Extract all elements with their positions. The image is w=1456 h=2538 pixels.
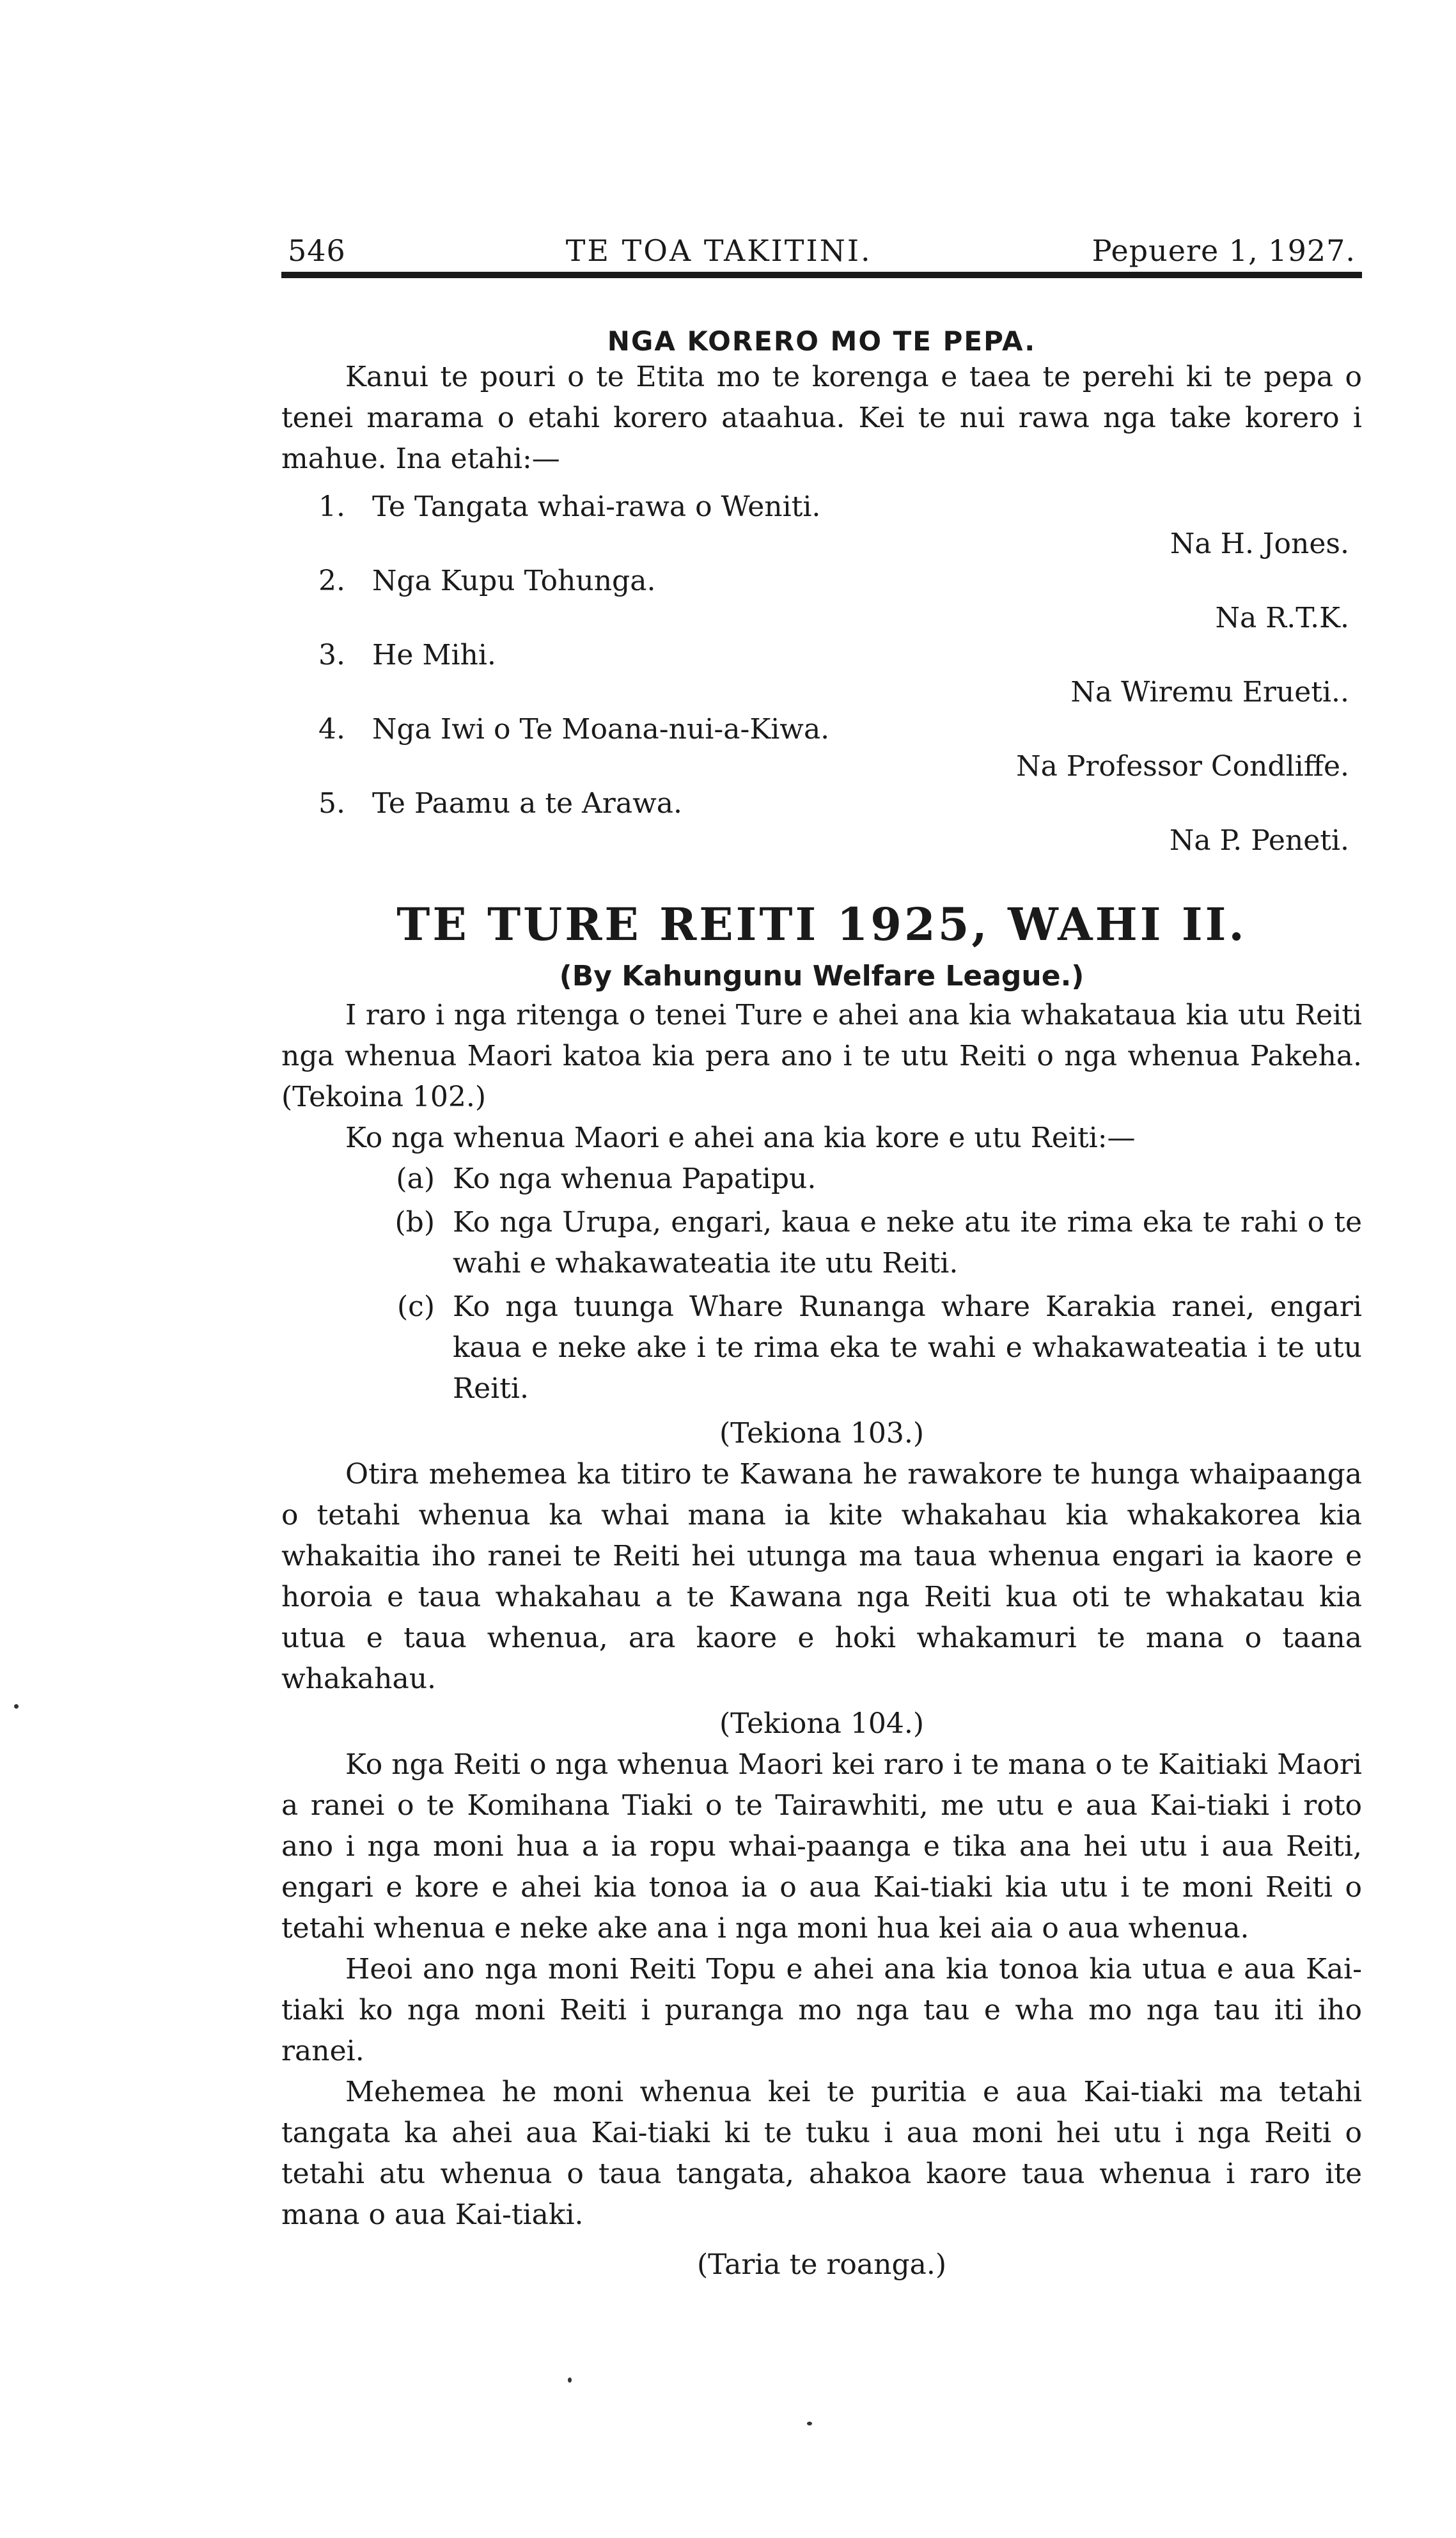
- paragraph: Ko nga Reiti o nga whenua Maori kei raro i te mana o te Kaitiaki Maori a ranei o te Komihana Tiaki o te Tairawhiti, me utu e aua Kai-tiaki i roto ano i nga moni hua a ia ropu whai-paanga e tika ana hei utu i aua Reiti, engari e kore e ahei kia tonoa ia o aua Kai-tiaki kia utu i te moni Reiti o tetahi whenua e neke ake ana i nga moni hua kei aia o aua whenua.: [281, 1748, 1362, 1945]
- clause-label: (b): [395, 1206, 435, 1239]
- item-number: 3.: [318, 639, 345, 671]
- item-number: 1.: [318, 490, 345, 523]
- running-header: [281, 233, 1362, 268]
- list-item: [281, 637, 1362, 711]
- paragraph: Ko nga whenua Maori e ahei ana kia kore e utu Reiti:—: [345, 1122, 1136, 1154]
- publication-title: TE TOA TAKITINI.: [565, 233, 872, 268]
- section-citation: (Tekiona 104.): [719, 1707, 925, 1740]
- clause-item: [281, 1287, 1362, 1409]
- clause-label: (c): [397, 1290, 435, 1323]
- section-citation: (Tekiona 103.): [719, 1417, 925, 1450]
- list-item: [281, 489, 1362, 563]
- paragraph: Heoi ano nga moni Reiti Topu e ahei ana kia tonoa kia utua e aua Kai-tiaki ko nga moni Reiti i puranga mo nga tau e wha mo nga tau iti iho ranei.: [281, 1953, 1362, 2067]
- item-title: Te Paamu a te Arawa.: [372, 787, 682, 820]
- item-author: Na R.T.K.: [1215, 602, 1349, 634]
- item-author: Na P. Peneti.: [1169, 824, 1349, 857]
- issue-date: Pepuere 1, 1927.: [1092, 233, 1356, 268]
- clause-text: Ko nga whenua Papatipu.: [453, 1163, 817, 1195]
- print-speck: [807, 2422, 812, 2425]
- section-heading-korero: NGA KORERO MO TE PEPA.: [607, 325, 1037, 357]
- header-rule: [281, 272, 1362, 278]
- list-item: [281, 711, 1362, 785]
- item-title: He Mihi.: [372, 639, 496, 671]
- clause-item: [281, 1202, 1362, 1284]
- page: [281, 233, 1362, 2281]
- clause-item: [281, 1159, 1362, 1200]
- contribution-list: [281, 489, 1362, 859]
- print-speck: [568, 2377, 572, 2383]
- list-item: [281, 785, 1362, 859]
- item-author: Na H. Jones.: [1170, 528, 1349, 560]
- exemption-clauses: [281, 1159, 1362, 1409]
- section-heading-ture-reiti: TE TURE REITI 1925, WAHI II.: [396, 898, 1247, 951]
- paragraph: Otira mehemea ka titiro te Kawana he rawakore te hunga whaipaanga o tetahi whenua ka whai mana ia kite whakahau kia whakakorea kia whakaitia iho ranei te Reiti hei utunga ma taua whenua engari ia kaore e horoia e taua whakahau a te Kawana nga Reiti kua oti te whakatau kia utua e taua whenua, ara kaore e hoki whakamuri te mana o taana whakahau.: [281, 1458, 1362, 1695]
- continued-note: (Taria te roanga.): [696, 2248, 946, 2281]
- section-subheading: (By Kahungunu Welfare League.): [559, 960, 1084, 992]
- paragraph: I raro i nga ritenga o tenei Ture e ahei ana kia whakataua kia utu Reiti nga whenua Maori katoa kia pera ano i te utu Reiti o nga whenua Pakeha. (Tekoina 102.): [281, 999, 1362, 1113]
- item-number: 2.: [318, 565, 345, 597]
- list-item: [281, 563, 1362, 637]
- editor-note: Kanui te pouri o te Etita mo te korenga e taea te perehi ki te pepa o tenei marama o etahi korero ataahua. Kei te nui rawa nga take korero i mahue. Ina etahi:—: [281, 361, 1362, 475]
- print-speck: [14, 1704, 19, 1709]
- item-author: Na Wiremu Erueti..: [1070, 676, 1349, 709]
- item-title: Te Tangata whai-rawa o Weniti.: [372, 490, 821, 523]
- clause-text: Ko nga tuunga Whare Runanga whare Karakia ranei, engari kaua e neke ake i te rima eka te wahi e whakawateatia i te utu Reiti.: [453, 1290, 1362, 1405]
- item-number: 4.: [318, 713, 345, 746]
- page-number: 546: [288, 233, 346, 268]
- clause-text: Ko nga Urupa, engari, kaua e neke atu ite rima eka te rahi o te wahi e whakawateatia ite utu Reiti.: [453, 1206, 1362, 1280]
- item-number: 5.: [318, 787, 345, 820]
- clause-label: (a): [396, 1163, 435, 1195]
- item-title: Nga Kupu Tohunga.: [372, 565, 656, 597]
- paragraph: Mehemea he moni whenua kei te puritia e aua Kai-tiaki ma tetahi tangata ka ahei aua Kai-tiaki ki te tuku i aua moni hei utu i nga Reiti o tetahi atu whenua o taua tangata, ahakoa kaore taua whenua i raro ite mana o aua Kai-tiaki.: [281, 2076, 1362, 2231]
- item-title: Nga Iwi o Te Moana-nui-a-Kiwa.: [372, 713, 830, 746]
- item-author: Na Professor Condliffe.: [1016, 750, 1349, 783]
